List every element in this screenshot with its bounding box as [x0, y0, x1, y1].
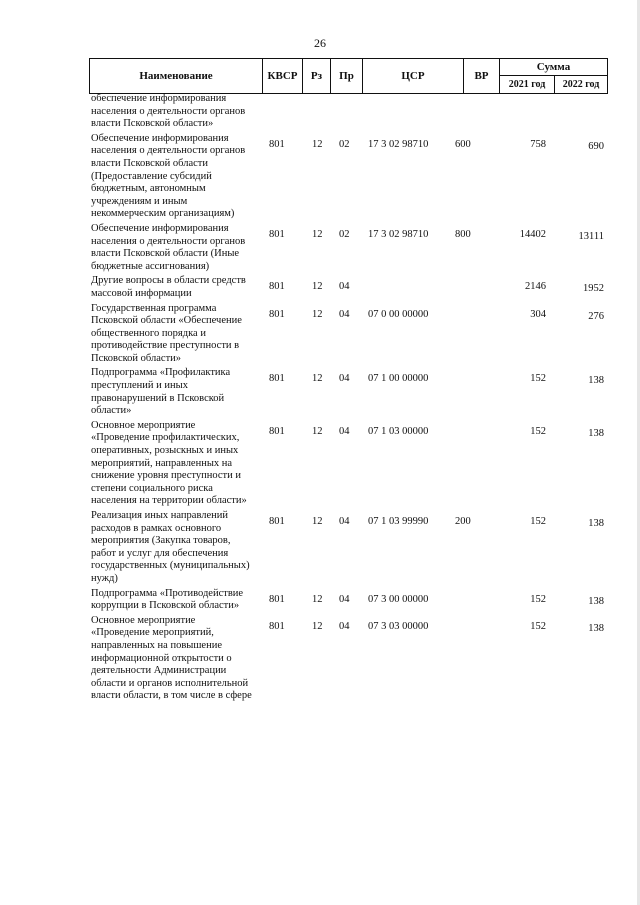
row-sum-2021: 152: [530, 593, 546, 605]
row-csr: 07 3 03 00000: [368, 620, 429, 632]
row-sum-2022: 138: [588, 595, 604, 607]
row-sum-2021: 152: [530, 620, 546, 632]
row-rz: 12: [312, 308, 323, 320]
row-name: Реализация иных направлений расходов в рамках основного мероприятия (Закупка товаров, работ и услуг для обеспечения государственных (муниципальных) нужд): [91, 510, 250, 584]
row-rz: 12: [312, 516, 323, 527]
row-pr: 04: [339, 620, 350, 632]
table-row: [89, 367, 608, 417]
row-vr: 200: [455, 516, 471, 527]
row-csr: 07 3 00 00000: [368, 593, 429, 605]
row-sum-2021: 758: [530, 138, 546, 150]
row-kvsr: 801: [269, 425, 285, 437]
row-sum-2022: 1952: [583, 283, 604, 295]
table-row: [89, 510, 608, 586]
header-csr: ЦСР: [363, 59, 464, 93]
row-pr: 04: [339, 373, 350, 385]
table-row: [89, 275, 608, 300]
table-body: [89, 93, 608, 703]
row-rz: 12: [312, 281, 323, 293]
row-csr: 07 1 00 00000: [368, 373, 429, 385]
row-name: Обеспечение информирования населения о деятельности органов власти Псковской области (Предоставление субсидий бюджетным, автономным учреждениям и иным некоммерческим организациям): [91, 132, 246, 220]
row-sum-2021: 14402: [519, 228, 546, 240]
row-vr: 800: [455, 228, 471, 240]
table-header: [89, 58, 608, 94]
row-sum-2021: 152: [530, 516, 546, 527]
header-year-2021: 2021 год: [500, 76, 555, 93]
row-name: Другие вопросы в области средств массовой информации: [91, 275, 246, 299]
row-kvsr: 801: [269, 593, 285, 605]
row-sum-2022: 138: [588, 375, 604, 387]
table-row: [89, 93, 608, 131]
row-csr: 17 3 02 98710: [368, 138, 429, 150]
row-csr: 07 1 03 00000: [368, 425, 429, 437]
row-name: Государственная программа Псковской области «Обеспечение общественного порядка и противодействие преступности в Псковской области»: [91, 302, 242, 364]
row-sum-2022: 138: [588, 622, 604, 634]
row-sum-2022: 690: [588, 140, 604, 152]
row-csr: 07 1 03 99990: [368, 516, 429, 527]
row-kvsr: 801: [269, 308, 285, 320]
row-sum-2021: 2146: [525, 281, 546, 293]
row-pr: 04: [339, 308, 350, 320]
row-kvsr: 801: [269, 138, 285, 150]
row-name: Основное мероприятие «Проведение профилактических, оперативных, розыскных и иных мероприятий, направленных на снижение уровня преступности и степени социального риска населения на территории области»: [91, 419, 247, 507]
row-rz: 12: [312, 138, 323, 150]
row-sum-2022: 276: [588, 310, 604, 322]
page-number: 26: [314, 36, 326, 50]
table-row: [89, 420, 608, 508]
row-csr: 07 0 00 00000: [368, 308, 429, 320]
row-kvsr: 801: [269, 281, 285, 293]
row-pr: 02: [339, 228, 350, 240]
row-kvsr: 801: [269, 516, 285, 527]
header-name: Наименование: [90, 59, 263, 93]
row-pr: 02: [339, 138, 350, 150]
row-name: Обеспечение информирования населения о деятельности органов власти Псковской области (Иные бюджетные ассигнования): [91, 222, 246, 272]
row-pr: 04: [339, 593, 350, 605]
row-sum-2021: 152: [530, 373, 546, 385]
row-name: Основное мероприятие «Проведение мероприятий, направленных на повышение информационной открытости о деятельности Администрации области и органов исполнительной власти области, в том числе в сфере: [91, 614, 252, 702]
row-pr: 04: [339, 281, 350, 293]
header-rz: Рз: [303, 59, 331, 93]
row-rz: 12: [312, 620, 323, 632]
row-sum-2022: 138: [588, 427, 604, 439]
row-pr: 04: [339, 425, 350, 437]
header-pr: Пр: [331, 59, 363, 93]
row-name: Подпрограмма «Противодействие коррупции в Псковской области»: [91, 587, 244, 612]
row-csr: 17 3 02 98710: [368, 228, 429, 240]
row-sum-2022: 138: [588, 518, 604, 529]
row-kvsr: 801: [269, 373, 285, 385]
row-name: Подпрограмма «Профилактика преступлений и иных правонарушений в Псковской области»: [91, 367, 231, 417]
header-sum: Сумма: [500, 59, 607, 76]
row-rz: 12: [312, 593, 323, 605]
row-rz: 12: [312, 228, 323, 240]
row-rz: 12: [312, 425, 323, 437]
table-row: [89, 133, 608, 221]
row-sum-2021: 304: [530, 308, 546, 320]
header-kvsr: КВСР: [263, 59, 303, 93]
header-year-2022: 2022 год: [562, 79, 600, 90]
row-kvsr: 801: [269, 228, 285, 240]
row-pr: 04: [339, 516, 350, 527]
row-kvsr: 801: [269, 620, 285, 632]
table-row: [89, 588, 608, 613]
table-row: [89, 303, 608, 366]
table-row: [89, 223, 608, 273]
row-name: обеспечение информирования населения о деятельности органов власти Псковской области»: [91, 93, 246, 130]
row-rz: 12: [312, 373, 323, 385]
table-row: [89, 615, 608, 703]
row-sum-2021: 152: [530, 425, 546, 437]
header-vr: ВР: [464, 59, 500, 93]
row-sum-2022: 13111: [578, 230, 604, 242]
row-vr: 600: [455, 138, 471, 150]
